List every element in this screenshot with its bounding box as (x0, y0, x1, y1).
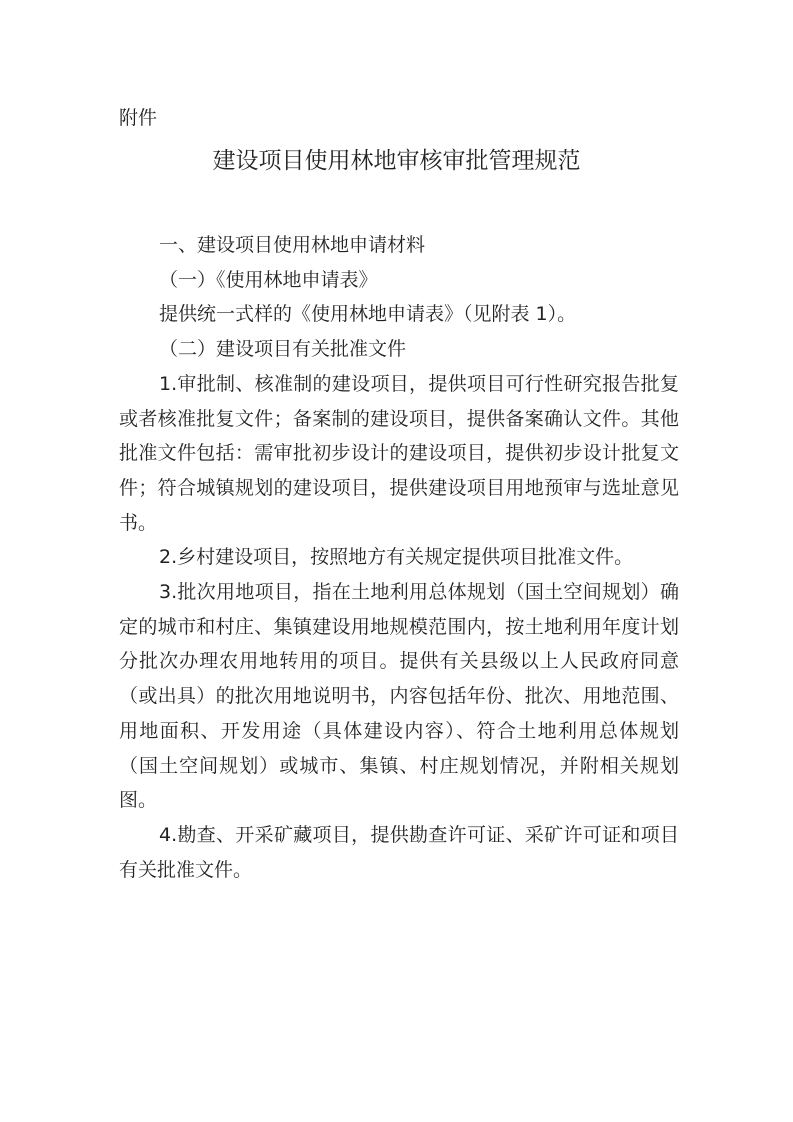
section-heading: 一、建设项目使用林地申请材料 (159, 234, 426, 256)
paragraph: 4.勘查、开采矿藏项目，提供勘查许可证、采矿许可证和项目有关批准文件。 (119, 823, 679, 881)
paragraph: 2.乡村建设项目，按照地方有关规定提供项目批准文件。 (159, 546, 634, 569)
attachment-label: 附件 (119, 107, 158, 129)
paragraph: 1.审批制、核准制的建设项目，提供项目可行性研究报告批复或者核准批复文件；备案制的建设项目，提供备案确认文件。其他批准文件包括：需审批初步设计的建设项目，提供初步设计批复文件；符合城镇规划的建设项目，提供建设项目用地预审与选址意见书。 (119, 372, 679, 534)
subsection-heading: （二）建设项目有关批准文件 (159, 338, 407, 361)
document-body (119, 228, 679, 887)
subsection-heading: （一）《使用林地申请表》 (159, 268, 378, 291)
paragraph: 3.批次用地项目，指在土地利用总体规划（国土空间规划）确定的城市和村庄、集镇建设用地规模范围内，按土地利用年度计划分批次办理农用地转用的项目。提供有关县级以上人民政府同意（或出具）的批次用地说明书，内容包括年份、批次、用地范围、用地面积、开发用途（具体建设内容）、符合土地利用总体规划（国土空间规划）或城市、集镇、村庄规划情况，并附相关规划图。 (119, 581, 679, 812)
document-title: 建设项目使用林地审核审批管理规范 (212, 148, 581, 174)
paragraph: 提供统一式样的《使用林地申请表》（见附表 1）。 (159, 303, 577, 326)
